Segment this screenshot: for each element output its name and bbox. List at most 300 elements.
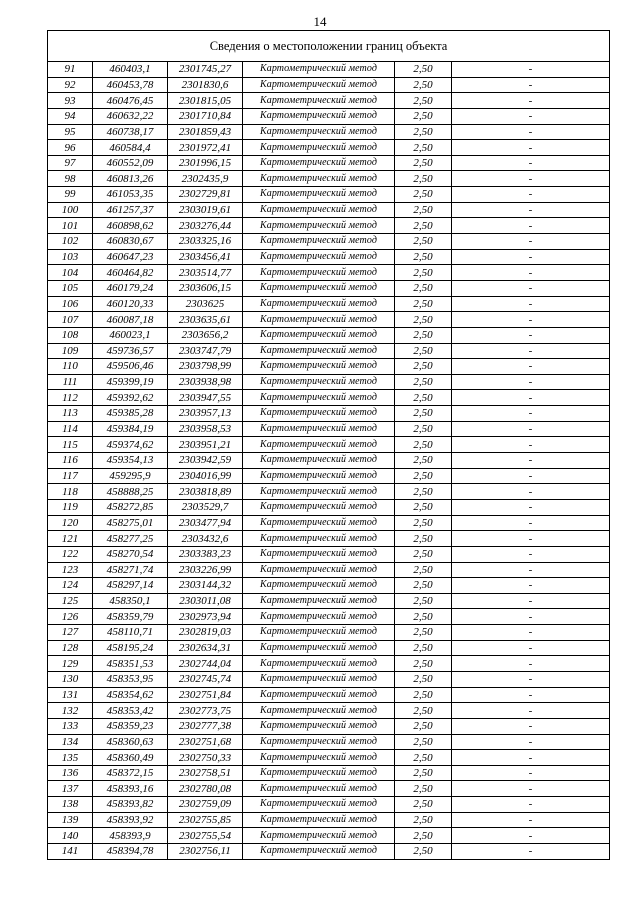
- y-coordinate-cell: 2302773,75: [168, 703, 243, 719]
- point-number-cell: 130: [48, 671, 93, 687]
- point-number-cell: 132: [48, 703, 93, 719]
- y-coordinate-cell: 2302777,38: [168, 718, 243, 734]
- method-cell: Картометрический метод: [243, 640, 395, 656]
- point-number-cell: 103: [48, 249, 93, 265]
- accuracy-cell: 2,50: [395, 108, 452, 124]
- table-row: [48, 343, 610, 359]
- note-cell: -: [452, 343, 610, 359]
- note-cell: -: [452, 359, 610, 375]
- table-row: [48, 359, 610, 375]
- accuracy-cell: 2,50: [395, 155, 452, 171]
- x-coordinate-cell: 458270,54: [93, 546, 168, 562]
- y-coordinate-cell: 2302729,81: [168, 187, 243, 203]
- table-row: [48, 93, 610, 109]
- point-number-cell: 99: [48, 187, 93, 203]
- x-coordinate-cell: 458359,79: [93, 609, 168, 625]
- method-cell: Картометрический метод: [243, 265, 395, 281]
- accuracy-cell: 2,50: [395, 687, 452, 703]
- accuracy-cell: 2,50: [395, 750, 452, 766]
- method-cell: Картометрический метод: [243, 93, 395, 109]
- note-cell: -: [452, 515, 610, 531]
- point-number-cell: 136: [48, 765, 93, 781]
- point-number-cell: 127: [48, 625, 93, 641]
- point-number-cell: 109: [48, 343, 93, 359]
- method-cell: Картометрический метод: [243, 562, 395, 578]
- x-coordinate-cell: 461053,35: [93, 187, 168, 203]
- x-coordinate-cell: 459354,13: [93, 453, 168, 469]
- point-number-cell: 92: [48, 77, 93, 93]
- point-number-cell: 141: [48, 844, 93, 860]
- method-cell: Картометрический метод: [243, 499, 395, 515]
- x-coordinate-cell: 458393,16: [93, 781, 168, 797]
- y-coordinate-cell: 2303798,99: [168, 359, 243, 375]
- y-coordinate-cell: 2302755,85: [168, 812, 243, 828]
- note-cell: -: [452, 593, 610, 609]
- accuracy-cell: 2,50: [395, 562, 452, 578]
- point-number-cell: 125: [48, 593, 93, 609]
- y-coordinate-cell: 2303957,13: [168, 406, 243, 422]
- accuracy-cell: 2,50: [395, 484, 452, 500]
- note-cell: -: [452, 484, 610, 500]
- x-coordinate-cell: 458360,49: [93, 750, 168, 766]
- method-cell: Картометрический метод: [243, 280, 395, 296]
- x-coordinate-cell: 460813,26: [93, 171, 168, 187]
- x-coordinate-cell: 458394,78: [93, 844, 168, 860]
- accuracy-cell: 2,50: [395, 781, 452, 797]
- method-cell: Картометрический метод: [243, 187, 395, 203]
- x-coordinate-cell: 458350,1: [93, 593, 168, 609]
- y-coordinate-cell: 2303456,41: [168, 249, 243, 265]
- point-number-cell: 111: [48, 374, 93, 390]
- accuracy-cell: 2,50: [395, 468, 452, 484]
- accuracy-cell: 2,50: [395, 421, 452, 437]
- method-cell: Картометрический метод: [243, 249, 395, 265]
- note-cell: -: [452, 218, 610, 234]
- table-row: [48, 844, 610, 860]
- note-cell: -: [452, 703, 610, 719]
- note-cell: -: [452, 562, 610, 578]
- accuracy-cell: 2,50: [395, 140, 452, 156]
- note-cell: -: [452, 171, 610, 187]
- y-coordinate-cell: 2303011,08: [168, 593, 243, 609]
- note-cell: -: [452, 640, 610, 656]
- boundary-table: [47, 30, 610, 860]
- y-coordinate-cell: 2302744,04: [168, 656, 243, 672]
- accuracy-cell: 2,50: [395, 578, 452, 594]
- table-row: [48, 327, 610, 343]
- x-coordinate-cell: 458275,01: [93, 515, 168, 531]
- method-cell: Картометрический метод: [243, 578, 395, 594]
- point-number-cell: 138: [48, 797, 93, 813]
- point-number-cell: 140: [48, 828, 93, 844]
- method-cell: Картометрический метод: [243, 406, 395, 422]
- point-number-cell: 112: [48, 390, 93, 406]
- accuracy-cell: 2,50: [395, 671, 452, 687]
- note-cell: -: [452, 280, 610, 296]
- note-cell: -: [452, 406, 610, 422]
- note-cell: -: [452, 155, 610, 171]
- table-body: [48, 62, 610, 860]
- y-coordinate-cell: 2303514,77: [168, 265, 243, 281]
- note-cell: -: [452, 421, 610, 437]
- method-cell: Картометрический метод: [243, 797, 395, 813]
- accuracy-cell: 2,50: [395, 77, 452, 93]
- y-coordinate-cell: 2301996,15: [168, 155, 243, 171]
- method-cell: Картометрический метод: [243, 202, 395, 218]
- accuracy-cell: 2,50: [395, 234, 452, 250]
- table-row: [48, 671, 610, 687]
- point-number-cell: 122: [48, 546, 93, 562]
- y-coordinate-cell: 2303951,21: [168, 437, 243, 453]
- accuracy-cell: 2,50: [395, 124, 452, 140]
- method-cell: Картометрический метод: [243, 750, 395, 766]
- x-coordinate-cell: 459736,57: [93, 343, 168, 359]
- x-coordinate-cell: 460179,24: [93, 280, 168, 296]
- method-cell: Картометрический метод: [243, 828, 395, 844]
- y-coordinate-cell: 2301972,41: [168, 140, 243, 156]
- note-cell: -: [452, 687, 610, 703]
- note-cell: -: [452, 187, 610, 203]
- y-coordinate-cell: 2302759,09: [168, 797, 243, 813]
- table-row: [48, 484, 610, 500]
- accuracy-cell: 2,50: [395, 515, 452, 531]
- point-number-cell: 117: [48, 468, 93, 484]
- x-coordinate-cell: 460476,45: [93, 93, 168, 109]
- table-row: [48, 234, 610, 250]
- x-coordinate-cell: 458360,63: [93, 734, 168, 750]
- note-cell: -: [452, 718, 610, 734]
- y-coordinate-cell: 2303477,94: [168, 515, 243, 531]
- table-row: [48, 202, 610, 218]
- x-coordinate-cell: 459384,19: [93, 421, 168, 437]
- point-number-cell: 134: [48, 734, 93, 750]
- table-row: [48, 171, 610, 187]
- method-cell: Картометрический метод: [243, 421, 395, 437]
- method-cell: Картометрический метод: [243, 484, 395, 500]
- point-number-cell: 104: [48, 265, 93, 281]
- note-cell: -: [452, 625, 610, 641]
- method-cell: Картометрический метод: [243, 812, 395, 828]
- table-row: [48, 828, 610, 844]
- table-row: [48, 750, 610, 766]
- point-number-cell: 116: [48, 453, 93, 469]
- accuracy-cell: 2,50: [395, 343, 452, 359]
- point-number-cell: 108: [48, 327, 93, 343]
- y-coordinate-cell: 2303226,99: [168, 562, 243, 578]
- method-cell: Картометрический метод: [243, 468, 395, 484]
- table-row: [48, 656, 610, 672]
- x-coordinate-cell: 458297,14: [93, 578, 168, 594]
- accuracy-cell: 2,50: [395, 280, 452, 296]
- table-row: [48, 421, 610, 437]
- point-number-cell: 101: [48, 218, 93, 234]
- method-cell: Картометрический метод: [243, 77, 395, 93]
- x-coordinate-cell: 459399,19: [93, 374, 168, 390]
- note-cell: -: [452, 844, 610, 860]
- y-coordinate-cell: 2302751,68: [168, 734, 243, 750]
- table-row: [48, 640, 610, 656]
- table-row: [48, 77, 610, 93]
- y-coordinate-cell: 2302634,31: [168, 640, 243, 656]
- table-row: [48, 687, 610, 703]
- accuracy-cell: 2,50: [395, 499, 452, 515]
- table-row: [48, 609, 610, 625]
- x-coordinate-cell: 461257,37: [93, 202, 168, 218]
- accuracy-cell: 2,50: [395, 202, 452, 218]
- x-coordinate-cell: 459506,46: [93, 359, 168, 375]
- x-coordinate-cell: 458351,53: [93, 656, 168, 672]
- accuracy-cell: 2,50: [395, 609, 452, 625]
- point-number-cell: 119: [48, 499, 93, 515]
- method-cell: Картометрический метод: [243, 124, 395, 140]
- table-row: [48, 499, 610, 515]
- method-cell: Картометрический метод: [243, 593, 395, 609]
- point-number-cell: 105: [48, 280, 93, 296]
- x-coordinate-cell: 458110,71: [93, 625, 168, 641]
- y-coordinate-cell: 2303635,61: [168, 312, 243, 328]
- accuracy-cell: 2,50: [395, 625, 452, 641]
- table-row: [48, 374, 610, 390]
- x-coordinate-cell: 458393,9: [93, 828, 168, 844]
- accuracy-cell: 2,50: [395, 327, 452, 343]
- table-row: [48, 249, 610, 265]
- note-cell: -: [452, 609, 610, 625]
- method-cell: Картометрический метод: [243, 687, 395, 703]
- accuracy-cell: 2,50: [395, 718, 452, 734]
- note-cell: -: [452, 77, 610, 93]
- x-coordinate-cell: 458354,62: [93, 687, 168, 703]
- accuracy-cell: 2,50: [395, 531, 452, 547]
- note-cell: -: [452, 327, 610, 343]
- x-coordinate-cell: 460647,23: [93, 249, 168, 265]
- point-number-cell: 118: [48, 484, 93, 500]
- table-header-row: [48, 31, 610, 62]
- table-row: [48, 734, 610, 750]
- method-cell: Картометрический метод: [243, 218, 395, 234]
- table-row: [48, 62, 610, 78]
- accuracy-cell: 2,50: [395, 406, 452, 422]
- method-cell: Картометрический метод: [243, 296, 395, 312]
- note-cell: -: [452, 62, 610, 78]
- x-coordinate-cell: 460464,82: [93, 265, 168, 281]
- table-row: [48, 797, 610, 813]
- method-cell: Картометрический метод: [243, 140, 395, 156]
- table-row: [48, 390, 610, 406]
- accuracy-cell: 2,50: [395, 734, 452, 750]
- method-cell: Картометрический метод: [243, 234, 395, 250]
- point-number-cell: 106: [48, 296, 93, 312]
- y-coordinate-cell: 2302751,84: [168, 687, 243, 703]
- note-cell: -: [452, 812, 610, 828]
- table-row: [48, 155, 610, 171]
- y-coordinate-cell: 2302780,08: [168, 781, 243, 797]
- point-number-cell: 126: [48, 609, 93, 625]
- point-number-cell: 114: [48, 421, 93, 437]
- table-row: [48, 765, 610, 781]
- note-cell: -: [452, 671, 610, 687]
- point-number-cell: 110: [48, 359, 93, 375]
- table-row: [48, 265, 610, 281]
- note-cell: -: [452, 234, 610, 250]
- note-cell: -: [452, 750, 610, 766]
- accuracy-cell: 2,50: [395, 703, 452, 719]
- x-coordinate-cell: 460087,18: [93, 312, 168, 328]
- y-coordinate-cell: 2302819,03: [168, 625, 243, 641]
- point-number-cell: 98: [48, 171, 93, 187]
- note-cell: -: [452, 390, 610, 406]
- y-coordinate-cell: 2303656,2: [168, 327, 243, 343]
- x-coordinate-cell: 458393,92: [93, 812, 168, 828]
- point-number-cell: 123: [48, 562, 93, 578]
- table-row: [48, 453, 610, 469]
- point-number-cell: 135: [48, 750, 93, 766]
- note-cell: -: [452, 546, 610, 562]
- y-coordinate-cell: 2302973,94: [168, 609, 243, 625]
- y-coordinate-cell: 2302758,51: [168, 765, 243, 781]
- accuracy-cell: 2,50: [395, 390, 452, 406]
- table-row: [48, 546, 610, 562]
- accuracy-cell: 2,50: [395, 437, 452, 453]
- table-title: Сведения о местоположении границ объекта: [48, 31, 610, 62]
- y-coordinate-cell: 2304016,99: [168, 468, 243, 484]
- method-cell: Картометрический метод: [243, 108, 395, 124]
- table-row: [48, 124, 610, 140]
- note-cell: -: [452, 296, 610, 312]
- point-number-cell: 120: [48, 515, 93, 531]
- x-coordinate-cell: 460584,4: [93, 140, 168, 156]
- table-row: [48, 140, 610, 156]
- accuracy-cell: 2,50: [395, 546, 452, 562]
- method-cell: Картометрический метод: [243, 625, 395, 641]
- y-coordinate-cell: 2301745,27: [168, 62, 243, 78]
- y-coordinate-cell: 2303942,59: [168, 453, 243, 469]
- y-coordinate-cell: 2303747,79: [168, 343, 243, 359]
- method-cell: Картометрический метод: [243, 515, 395, 531]
- point-number-cell: 93: [48, 93, 93, 109]
- y-coordinate-cell: 2302755,54: [168, 828, 243, 844]
- x-coordinate-cell: 458393,82: [93, 797, 168, 813]
- table-row: [48, 437, 610, 453]
- method-cell: Картометрический метод: [243, 62, 395, 78]
- y-coordinate-cell: 2303938,98: [168, 374, 243, 390]
- note-cell: -: [452, 140, 610, 156]
- method-cell: Картометрический метод: [243, 734, 395, 750]
- method-cell: Картометрический метод: [243, 343, 395, 359]
- point-number-cell: 133: [48, 718, 93, 734]
- table-row: [48, 406, 610, 422]
- table-row: [48, 718, 610, 734]
- accuracy-cell: 2,50: [395, 93, 452, 109]
- y-coordinate-cell: 2303276,44: [168, 218, 243, 234]
- method-cell: Картометрический метод: [243, 718, 395, 734]
- method-cell: Картометрический метод: [243, 531, 395, 547]
- table-row: [48, 625, 610, 641]
- note-cell: -: [452, 781, 610, 797]
- y-coordinate-cell: 2301815,05: [168, 93, 243, 109]
- accuracy-cell: 2,50: [395, 656, 452, 672]
- x-coordinate-cell: 460830,67: [93, 234, 168, 250]
- accuracy-cell: 2,50: [395, 812, 452, 828]
- table-row: [48, 812, 610, 828]
- note-cell: -: [452, 765, 610, 781]
- method-cell: Картометрический метод: [243, 609, 395, 625]
- point-number-cell: 139: [48, 812, 93, 828]
- method-cell: Картометрический метод: [243, 155, 395, 171]
- accuracy-cell: 2,50: [395, 312, 452, 328]
- note-cell: -: [452, 312, 610, 328]
- note-cell: -: [452, 468, 610, 484]
- table-row: [48, 703, 610, 719]
- note-cell: -: [452, 578, 610, 594]
- accuracy-cell: 2,50: [395, 265, 452, 281]
- y-coordinate-cell: 2301859,43: [168, 124, 243, 140]
- method-cell: Картометрический метод: [243, 390, 395, 406]
- y-coordinate-cell: 2303144,32: [168, 578, 243, 594]
- note-cell: -: [452, 124, 610, 140]
- x-coordinate-cell: 458195,24: [93, 640, 168, 656]
- x-coordinate-cell: 458888,25: [93, 484, 168, 500]
- table-row: [48, 187, 610, 203]
- method-cell: Картометрический метод: [243, 671, 395, 687]
- point-number-cell: 95: [48, 124, 93, 140]
- table-row: [48, 312, 610, 328]
- y-coordinate-cell: 2303325,16: [168, 234, 243, 250]
- x-coordinate-cell: 460898,62: [93, 218, 168, 234]
- accuracy-cell: 2,50: [395, 249, 452, 265]
- point-number-cell: 107: [48, 312, 93, 328]
- x-coordinate-cell: 458359,23: [93, 718, 168, 734]
- x-coordinate-cell: 460632,22: [93, 108, 168, 124]
- accuracy-cell: 2,50: [395, 765, 452, 781]
- x-coordinate-cell: 458353,42: [93, 703, 168, 719]
- y-coordinate-cell: 2302750,33: [168, 750, 243, 766]
- point-number-cell: 94: [48, 108, 93, 124]
- point-number-cell: 96: [48, 140, 93, 156]
- point-number-cell: 115: [48, 437, 93, 453]
- accuracy-cell: 2,50: [395, 593, 452, 609]
- accuracy-cell: 2,50: [395, 171, 452, 187]
- note-cell: -: [452, 828, 610, 844]
- note-cell: -: [452, 437, 610, 453]
- x-coordinate-cell: 460552,09: [93, 155, 168, 171]
- note-cell: -: [452, 374, 610, 390]
- accuracy-cell: 2,50: [395, 844, 452, 860]
- point-number-cell: 97: [48, 155, 93, 171]
- method-cell: Картометрический метод: [243, 312, 395, 328]
- y-coordinate-cell: 2303606,15: [168, 280, 243, 296]
- method-cell: Картометрический метод: [243, 374, 395, 390]
- method-cell: Картометрический метод: [243, 844, 395, 860]
- y-coordinate-cell: 2303947,55: [168, 390, 243, 406]
- table-row: [48, 781, 610, 797]
- point-number-cell: 131: [48, 687, 93, 703]
- method-cell: Картометрический метод: [243, 546, 395, 562]
- x-coordinate-cell: 459392,62: [93, 390, 168, 406]
- x-coordinate-cell: 459295,9: [93, 468, 168, 484]
- x-coordinate-cell: 458353,95: [93, 671, 168, 687]
- x-coordinate-cell: 458272,85: [93, 499, 168, 515]
- point-number-cell: 113: [48, 406, 93, 422]
- note-cell: -: [452, 734, 610, 750]
- table-row: [48, 108, 610, 124]
- y-coordinate-cell: 2302745,74: [168, 671, 243, 687]
- note-cell: -: [452, 93, 610, 109]
- y-coordinate-cell: 2303818,89: [168, 484, 243, 500]
- accuracy-cell: 2,50: [395, 640, 452, 656]
- table-row: [48, 578, 610, 594]
- point-number-cell: 137: [48, 781, 93, 797]
- method-cell: Картометрический метод: [243, 453, 395, 469]
